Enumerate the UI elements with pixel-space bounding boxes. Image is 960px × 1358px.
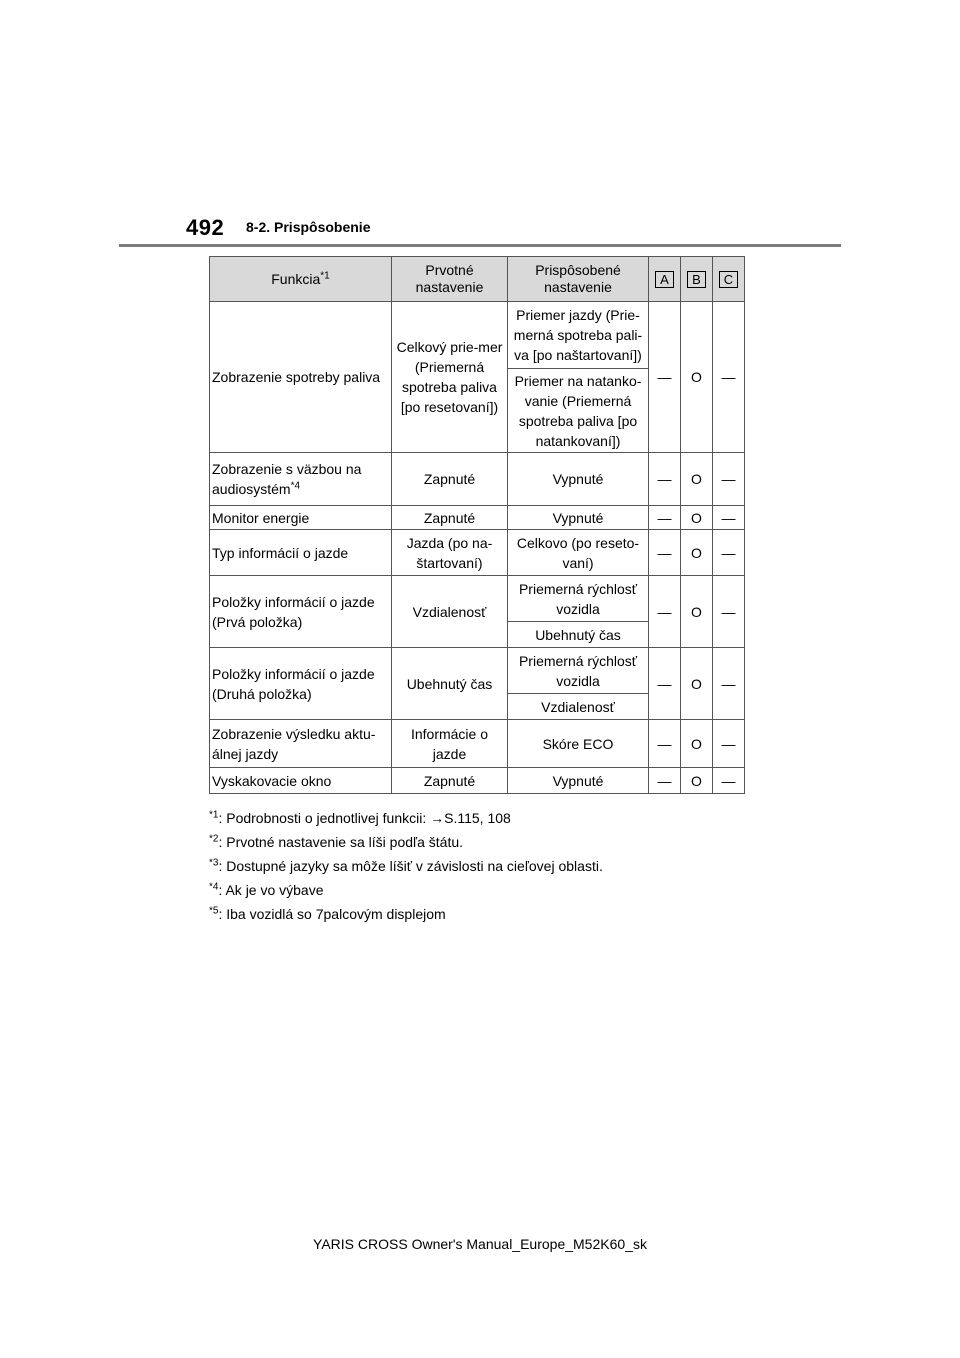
cell-custom: Skóre ECO [508, 720, 649, 768]
method-a-box: A [655, 271, 674, 288]
section-title: 8-2. Prispôsobenie [246, 219, 371, 235]
header-method-a [649, 257, 681, 302]
cell-a: — [649, 768, 681, 794]
cell-custom: Priemer na natanko-vanie (Priemerná spotreba paliva [po natankovaní]) [508, 369, 649, 453]
page-footer: YARIS CROSS Owner's Manual_Europe_M52K60_sk [313, 1236, 647, 1252]
cell-custom: Vzdialenosť [508, 694, 649, 720]
cell-c: — [713, 768, 745, 794]
header-function: Funkcia$^{*1}$ [210, 257, 392, 302]
cell-c: — [713, 648, 745, 720]
header-default-setting: Prvotné nastavenie [392, 257, 508, 302]
cell-c: — [713, 576, 745, 648]
cell-custom: Priemerná rýchlosť vozidla [508, 576, 649, 622]
cell-c: — [713, 530, 745, 576]
table-row [210, 720, 745, 768]
cell-b: O [681, 506, 713, 530]
cell-function: Položky informácií o jazde (Druhá položka) [210, 648, 392, 720]
cell-function: Zobrazenie spotreby paliva [210, 302, 392, 453]
cell-custom: Ubehnutý čas [508, 622, 649, 648]
cell-b: O [681, 576, 713, 648]
header-method-c [713, 257, 745, 302]
cell-function: Typ informácií o jazde [210, 530, 392, 576]
method-c-box: C [719, 271, 738, 288]
cell-custom: Vypnuté [508, 453, 649, 506]
cell-b: O [681, 720, 713, 768]
page-number: 492 [186, 215, 225, 240]
cell-b: O [681, 530, 713, 576]
cell-b: O [681, 302, 713, 453]
footnote: $^{*3}$: Dostupné jazyky sa môže líšiť v závislosti na cieľovej oblasti. [209, 857, 603, 874]
header-method-b [681, 257, 713, 302]
cell-custom: Priemer jazdy (Prie-merná spotreba pali-va [po naštartovaní]) [508, 302, 649, 369]
cell-function: Zobrazenie výsledku aktu-álnej jazdy [210, 720, 392, 768]
table-row [210, 768, 745, 794]
cell-custom: Vypnuté [508, 768, 649, 794]
cell-custom: Celkovo (po reseto-vaní) [508, 530, 649, 576]
cell-a: — [649, 506, 681, 530]
footnote: $^{*2}$: Prvotné nastavenie sa líši podľa štátu. [209, 833, 464, 850]
cell-a: — [649, 648, 681, 720]
method-b-box: B [687, 271, 706, 288]
footnotes [209, 806, 809, 926]
cell-function: Zobrazenie s väzbou na audiosystém$^{*4}$ [210, 453, 392, 506]
cell-c: — [713, 506, 745, 530]
cell-a: — [649, 302, 681, 453]
cell-a: — [649, 530, 681, 576]
table-row [210, 506, 745, 530]
table-header-row [210, 257, 745, 302]
cell-b: O [681, 768, 713, 794]
cell-default: Zapnuté [392, 768, 508, 794]
header-divider [119, 244, 841, 247]
table-row [210, 648, 745, 694]
cell-default: Zapnuté [392, 506, 508, 530]
cell-default: Zapnuté [392, 453, 508, 506]
cell-b: O [681, 453, 713, 506]
cell-custom: Priemerná rýchlosť vozidla [508, 648, 649, 694]
table-row [210, 576, 745, 622]
cell-a: — [649, 453, 681, 506]
footnote: $^{*1}$: Podrobnosti o jednotlivej funkcii: →S.115, 108 [209, 809, 511, 826]
table-row [210, 530, 745, 576]
cell-default: Jazda (po na-štartovaní) [392, 530, 508, 576]
cell-a: — [649, 720, 681, 768]
cell-b: O [681, 648, 713, 720]
header-custom-setting: Prispôsobené nastavenie [508, 257, 649, 302]
cell-function: Vyskakovacie okno [210, 768, 392, 794]
cell-function: Položky informácií o jazde (Prvá položka) [210, 576, 392, 648]
table-row [210, 453, 745, 506]
cell-a: — [649, 576, 681, 648]
cell-default: Ubehnutý čas [392, 648, 508, 720]
cell-c: — [713, 720, 745, 768]
cell-custom: Vypnuté [508, 506, 649, 530]
cell-function: Monitor energie [210, 506, 392, 530]
cell-default: Informácie o jazde [392, 720, 508, 768]
cell-default: Celkový prie-mer (Priemerná spotreba paliva [po resetovaní]) [392, 302, 508, 453]
footnote: $^{*5}$: Iba vozidlá so 7palcovým displejom [209, 905, 446, 922]
cell-c: — [713, 302, 745, 453]
cell-default: Vzdialenosť [392, 576, 508, 648]
footnote: $^{*4}$: Ak je vo výbave [209, 881, 324, 898]
table-row [210, 302, 745, 369]
customization-table [209, 256, 745, 794]
cell-c: — [713, 453, 745, 506]
